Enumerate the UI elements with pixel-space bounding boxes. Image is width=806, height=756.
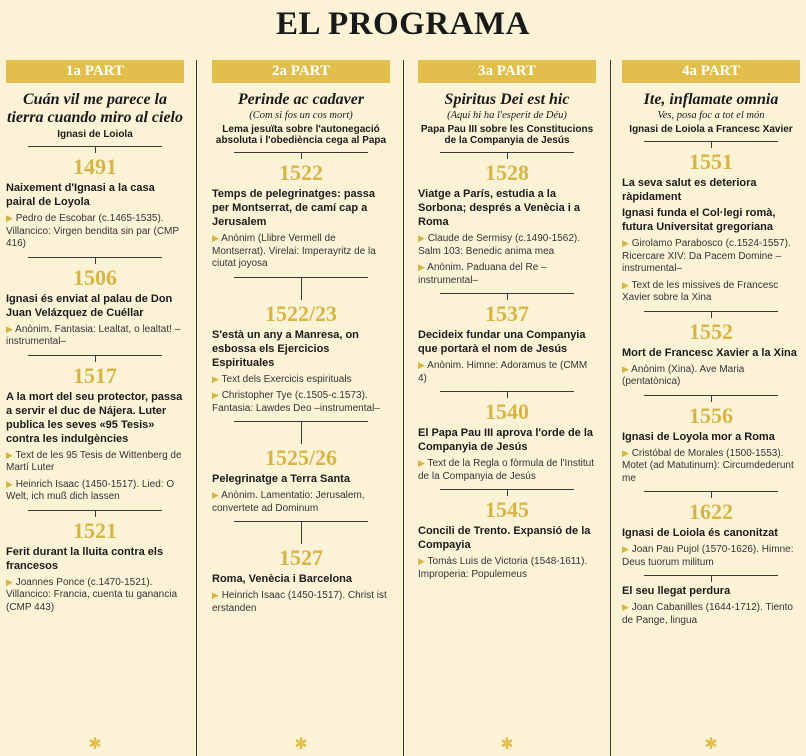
bullet-triangle-icon: ▶ <box>212 590 219 600</box>
timeline-stem <box>711 142 712 148</box>
timeline-event: Decideix fundar una Companyia que portarà el nom de Jesús <box>418 329 586 355</box>
bullet-triangle-icon: ▶ <box>418 233 425 243</box>
part-header: 2a PART <box>212 60 390 83</box>
bullet-triangle-icon: ▶ <box>6 449 13 460</box>
column-divider <box>196 60 197 756</box>
music-piece-text: Text de les missives de Francesc Xavier sobre la Xina <box>622 279 779 303</box>
bullet-triangle-icon: ▶ <box>418 262 425 272</box>
timeline-year: 1556 <box>689 402 733 428</box>
timeline-event: Roma, Venècia i Barcelona <box>212 573 353 585</box>
bullet-triangle-icon: ▶ <box>6 576 13 587</box>
motto-translation: (Aquí hi ha l'esperit de Déu) <box>447 110 567 121</box>
timeline-stem <box>711 312 712 318</box>
star-ornament-icon: ✱ <box>88 736 102 753</box>
bullet-triangle-icon: ▶ <box>622 544 629 554</box>
timeline-stem <box>507 153 508 159</box>
bullet-triangle-icon: ▶ <box>418 458 425 468</box>
timeline-stem <box>95 147 96 153</box>
bullet-triangle-icon: ▶ <box>622 447 629 458</box>
part-motto: Spiritus Dei est hic <box>444 91 570 108</box>
music-piece <box>212 373 390 387</box>
timeline-stem <box>507 392 508 398</box>
star-ornament-icon: ✱ <box>500 736 514 753</box>
motto-attribution: Ignasi de Loiola a Francesc Xavier <box>629 124 793 135</box>
column-divider <box>610 60 611 756</box>
timeline-stem <box>507 490 508 496</box>
motto-attribution: Papa Pau III sobre les Constitucions de la Companyia de Jesús <box>420 124 594 146</box>
bullet-triangle-icon: ▶ <box>622 363 629 374</box>
page-title: EL PROGRAMA <box>276 6 530 42</box>
timeline-year: 1537 <box>485 301 529 326</box>
music-piece <box>6 323 184 349</box>
music-piece-text: Text de la Regla o fòrmula de l'Institut de la Companyia de Jesús <box>418 458 594 482</box>
music-piece <box>6 449 184 475</box>
timeline-year: 1521 <box>73 517 117 543</box>
timeline-year: 1517 <box>73 362 117 388</box>
program-part-column <box>6 60 184 756</box>
part-header: 1a PART <box>6 60 184 83</box>
music-piece-text: Anònim (Llibre Vermell de Montserrat). Virelai: Imperayritz de la ciutat joyosa <box>212 233 376 269</box>
timeline-year: 1540 <box>485 399 529 424</box>
music-piece <box>622 363 800 389</box>
part-motto: Perinde ac cadaver <box>237 91 365 108</box>
motto-attribution: Lema jesuïta sobre l'autonegació absoluta i l'obediència cega al Papa <box>215 124 387 146</box>
timeline-event: Naixement d'Ignasi a la casa pairal de Loyola <box>6 182 155 208</box>
timeline-stem <box>711 576 712 582</box>
timeline-year: 1491 <box>73 154 117 179</box>
timeline-event: La seva salut es deteriora ràpidament <box>622 177 757 203</box>
timeline-stem <box>301 153 302 159</box>
column-divider <box>403 60 404 756</box>
music-piece-text: Anònim. Lamentatio: Jerusalem, convertete ad Dominum <box>212 490 365 514</box>
timeline-stem <box>507 294 508 300</box>
bullet-triangle-icon: ▶ <box>212 233 219 243</box>
music-piece-text: Text de les 95 Tesis de Wittenberg de Martí Luter <box>6 449 182 473</box>
bullet-triangle-icon: ▶ <box>622 602 629 612</box>
timeline-year: 1506 <box>73 264 117 290</box>
timeline-separator <box>644 575 778 576</box>
star-ornament-icon: ✱ <box>294 736 308 753</box>
timeline-stem <box>95 356 96 362</box>
timeline-separator <box>440 152 574 153</box>
timeline-separator <box>234 152 368 153</box>
timeline-event: El Papa Pau III aprova l'orde de la Companyia de Jesús <box>418 427 594 453</box>
music-piece <box>622 279 800 305</box>
timeline-event: Ignasi funda el Col·legi romà, futura Universitat gregoriana <box>622 207 776 233</box>
timeline-year: 1545 <box>485 497 529 522</box>
timeline-stem <box>95 258 96 264</box>
music-piece-text: Girolamo Parabosco (c.1524-1557). Ricercare XIV: Da Pacem Domine –instrumental– <box>622 238 791 274</box>
music-piece-text: Cristóbal de Morales (1500-1553). Motet (ad Matutinum): Circumdederunt me <box>622 447 794 484</box>
music-piece-text: Heinrich Isaac (1450-1517). Lied: O Welt, ich muß dich lassen <box>6 478 175 502</box>
timeline-year: 1552 <box>689 318 733 344</box>
music-piece <box>622 447 800 486</box>
timeline-year: 1522 <box>279 160 323 185</box>
music-piece-text: Pedro de Escobar (c.1465-1535). Villancico: Virgen bendita sin par (CMP 416) <box>6 213 179 249</box>
timeline-separator <box>440 489 574 490</box>
program-part-column <box>622 60 800 756</box>
timeline-separator <box>440 293 574 294</box>
timeline-separator <box>644 311 778 312</box>
music-piece <box>622 543 800 569</box>
timeline-stem <box>711 492 712 498</box>
timeline-year: 1551 <box>689 149 733 174</box>
part-motto: Cuán vil me parece la tierra cuando miro al cielo <box>7 91 183 126</box>
timeline-separator <box>644 141 778 142</box>
music-piece <box>622 601 800 627</box>
music-piece <box>212 389 390 415</box>
star-ornament-icon: ✱ <box>704 736 718 753</box>
music-piece <box>6 212 184 251</box>
timeline-event: Ignasi és enviat al palau de Don Juan Velázquez de Cuéllar <box>6 292 173 319</box>
music-piece-text: Heinrich Isaac (1450-1517). Christ ist erstanden <box>212 590 387 614</box>
timeline-separator <box>644 491 778 492</box>
music-piece <box>418 232 596 258</box>
timeline-event: Viatge a París, estudia a la Sorbona; després a Venècia i a Roma <box>418 188 581 228</box>
bullet-triangle-icon: ▶ <box>418 360 425 370</box>
timeline-year: 1622 <box>689 499 733 524</box>
music-piece-text: Anònim. Fantasia: Lealtat, o lealtat! –instrumental– <box>6 323 181 347</box>
music-piece <box>418 261 596 287</box>
bullet-triangle-icon: ▶ <box>622 238 629 248</box>
bullet-triangle-icon: ▶ <box>6 213 13 223</box>
timeline-event: El seu llegat perdura <box>622 585 731 597</box>
timeline-event: A la mort del seu protector, passa a servir el duc de Nájera. Luter publica les seves «95 Tesis» contra les indulgències <box>6 390 183 445</box>
motto-translation: Ves, posa foc a tot el món <box>657 110 765 121</box>
music-piece <box>212 589 390 615</box>
timeline-separator <box>440 391 574 392</box>
timeline-event: Temps de pelegrinatges: passa per Montserrat, de camí cap a Jerusalem <box>212 188 376 228</box>
timeline-stem <box>301 422 302 444</box>
music-piece-text: Text dels Exercicis espirituals <box>221 373 352 385</box>
bullet-triangle-icon: ▶ <box>212 490 219 500</box>
music-piece-text: Anònim (Xina). Ave Maria (pentatònica) <box>622 363 745 387</box>
timeline-stem <box>711 396 712 402</box>
timeline-separator <box>234 521 368 522</box>
bullet-triangle-icon: ▶ <box>418 556 425 566</box>
bullet-triangle-icon: ▶ <box>622 279 629 290</box>
program-part-column <box>212 60 390 756</box>
part-header: 3a PART <box>418 60 596 83</box>
program-part-column <box>418 60 596 756</box>
timeline-separator <box>28 257 162 258</box>
timeline-event: Concili de Trento. Expansió de la Compayia <box>418 525 591 551</box>
timeline-year: 1522/23 <box>264 300 338 326</box>
music-piece <box>212 232 390 271</box>
music-piece <box>6 478 184 504</box>
timeline-separator <box>234 421 368 422</box>
music-piece <box>418 555 596 581</box>
timeline-separator <box>234 277 368 278</box>
music-piece-text: Joannes Ponce (c.1470-1521). Villancico: Francia, cuenta tu ganancia (CMP 443) <box>6 576 178 613</box>
part-motto: Ite, inflamate omnia <box>643 91 779 108</box>
timeline-year: 1525/26 <box>264 445 338 470</box>
music-piece <box>418 457 596 483</box>
music-piece-text: Joan Pau Pujol (1570-1626). Himne: Deus tuorum militum <box>622 544 794 568</box>
music-piece <box>418 359 596 385</box>
music-piece-text: Anònim. Paduana del Re –instrumental– <box>418 262 547 286</box>
timeline-separator <box>28 146 162 147</box>
timeline-event: Ignasi de Loyola mor a Roma <box>622 430 775 443</box>
music-piece-text: Anònim. Himne: Adoramus te (CMM 4) <box>418 360 588 384</box>
music-piece-text: Christopher Tye (c.1505-c.1573). Fantasia: Lawdes Deo –instrumental– <box>212 390 380 414</box>
timeline-event: Ignasi de Loiola és canonitzat <box>622 527 778 539</box>
timeline-year: 1527 <box>279 545 323 570</box>
timeline-separator <box>28 355 162 356</box>
timeline-event: Ferit durant la lluita contra els francesos <box>6 545 164 572</box>
timeline-year: 1528 <box>485 160 529 185</box>
timeline-separator <box>28 510 162 511</box>
motto-attribution: Ignasi de Loiola <box>57 129 133 140</box>
bullet-triangle-icon: ▶ <box>212 390 219 400</box>
timeline-stem <box>301 278 302 300</box>
music-piece-text: Joan Cabanilles (1644-1712). Tiento de Pange, lingua <box>622 602 793 626</box>
music-piece-text: Tomás Luis de Victoria (1548-1611). Improperia: Populemeus <box>418 556 588 580</box>
part-header: 4a PART <box>622 60 800 83</box>
music-piece <box>622 237 800 276</box>
bullet-triangle-icon: ▶ <box>212 373 219 384</box>
bullet-triangle-icon: ▶ <box>6 478 13 489</box>
music-piece <box>6 576 184 615</box>
timeline-separator <box>644 395 778 396</box>
timeline-stem <box>301 522 302 544</box>
music-piece-text: Claude de Sermisy (c.1490-1562). Salm 103: Benedic anima mea <box>418 233 581 257</box>
motto-translation: (Com si fos un cos mort) <box>249 110 353 121</box>
timeline-event: S'està un any a Manresa, on esbossa els Ejercicios Espirituales <box>212 328 359 369</box>
timeline-stem <box>95 511 96 517</box>
timeline-event: Pelegrinatge a Terra Santa <box>212 473 350 485</box>
bullet-triangle-icon: ▶ <box>6 323 13 334</box>
timeline-event: Mort de Francesc Xavier a la Xina <box>622 346 797 359</box>
music-piece <box>212 489 390 515</box>
